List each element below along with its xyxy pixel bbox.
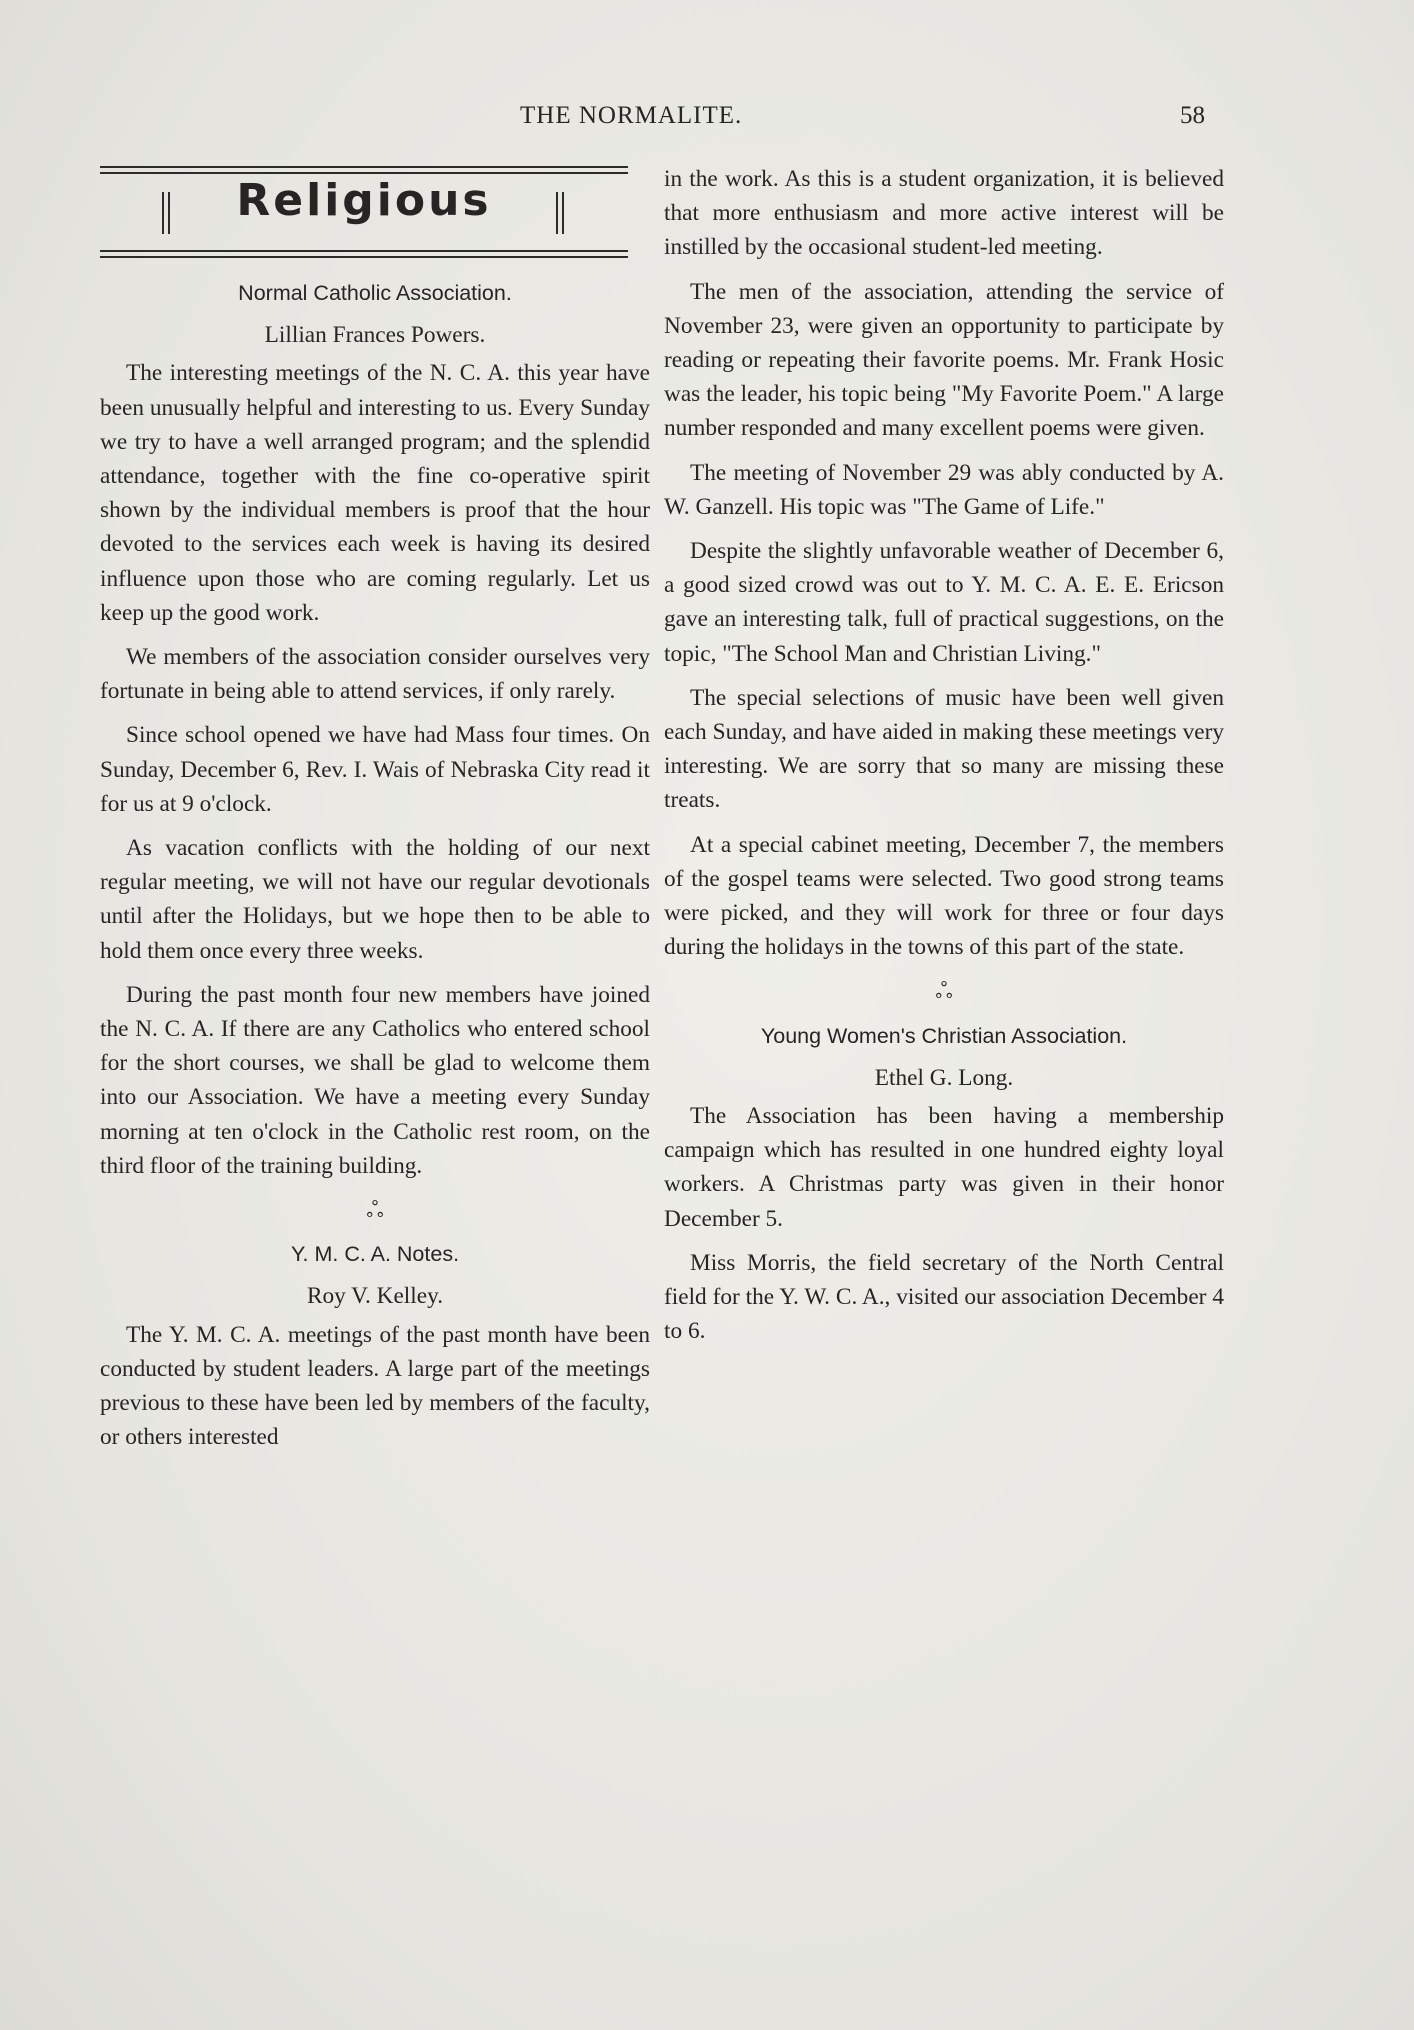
ymca-paragraph-2: The men of the association, attending the service of November 23, were given an opportunity to participate by reading or repeating their favorite poems. Mr. Frank Hosic was the leader, his topic being "My Favorite Poem." A large number responded and many excellent poems were given. — [664, 278, 1224, 442]
ymca-paragraph-3: The meeting of November 29 was ably conducted by A. W. Ganzell. His topic was "The Game of Life." — [664, 459, 1224, 520]
ymca-heading: Y. M. C. A. Notes. — [290, 1242, 460, 1267]
left-column — [100, 162, 650, 1465]
ornament-icon: ஃ — [366, 1197, 384, 1223]
ymca-paragraph-1: The Y. M. C. A. meetings of the past month have been conducted by student leaders. A large part of the meetings previous to these have been led by members of the faculty, or others interested — [100, 1321, 650, 1451]
page-number: 58 — [1180, 102, 1205, 129]
ywca-heading: Young Women's Christian Association. — [760, 1023, 1128, 1048]
nca-heading: Normal Catholic Association. — [238, 281, 512, 305]
ymca-paragraph-4: Despite the slightly unfavorable weather of December 6, a good sized crowd was out to Y. M. C. A. E. E. Ericson gave an interesting talk, full of practical suggestions, on the topic, "The School Man and Christian Living." — [664, 538, 1224, 667]
banner-title: Religious — [236, 175, 492, 226]
nca-paragraph-4: As vacation conflicts with the holding of our next regular meeting, we will not have our regular devotionals until after the Holidays, but we hope then to be able to hold them once every three weeks. — [100, 835, 650, 964]
religious-banner — [100, 162, 628, 270]
nca-paragraph-3: Since school opened we have had Mass four times. On Sunday, December 6, Rev. I. Wais of Nebraska City read it for us at 9 o'clock. — [100, 722, 650, 817]
nca-paragraph-5: During the past month four new members have joined the N. C. A. If there are any Catholics who entered school for the short courses, we shall be glad to welcome them into our Association. We have a meeting every Sunday morning at ten o'clock in the Catholic rest room, on the third floor of the training building. — [100, 981, 650, 1179]
ymca-paragraph-5: The special selections of music have been well given each Sunday, and have aided in making these meetings very interesting. We are sorry that so many are missing these treats. — [664, 684, 1224, 814]
ymca-paragraph-6: At a special cabinet meeting, December 7, the members of the gospel teams were selected. Two good strong teams were picked, and they will work for three or four days during the holidays in the towns of this part of the state. — [664, 831, 1224, 961]
ymca-paragraph-1-continued: in the work. As this is a student organization, it is believed that more enthusiasm and more active interest will be instilled by the occasional student-led meeting. — [664, 166, 1224, 261]
running-head: THE NORMALITE. — [520, 102, 743, 129]
nca-byline: Lillian Frances Powers. — [264, 322, 486, 349]
banner-bottom-rule-inner — [100, 250, 628, 252]
nca-paragraph-1: The interesting meetings of the N. C. A. this year have been unusually helpful and interesting to us. Every Sunday we try to have a well arranged program; and the splendid attendance, together with the fine co-operative spirit shown by the individual members is proof that the hour devoted to the services each week is having its desired influence upon those who are coming regularly. Let us keep up the good work. — [100, 360, 650, 626]
nca-paragraph-2: We members of the association consider ourselves very fortunate in being able to attend services, if only rarely. — [100, 644, 650, 705]
ywca-paragraph-1: The Association has been having a membership campaign which has resulted in one hundred eighty loyal workers. A Christmas party was given in their honor December 5. — [664, 1103, 1224, 1232]
ymca-byline: Roy V. Kelley. — [306, 1283, 444, 1310]
banner-top-rule — [100, 166, 628, 168]
ornament-icon: ஃ — [935, 978, 953, 1004]
banner-top-rule-inner — [100, 172, 628, 174]
right-column — [664, 162, 1224, 1359]
ywca-byline: Ethel G. Long. — [874, 1064, 1014, 1091]
banner-bottom-rule — [100, 256, 628, 258]
ywca-paragraph-2: Miss Morris, the field secretary of the North Central field for the Y. W. C. A., visited our association December 4 to 6. — [664, 1249, 1224, 1345]
